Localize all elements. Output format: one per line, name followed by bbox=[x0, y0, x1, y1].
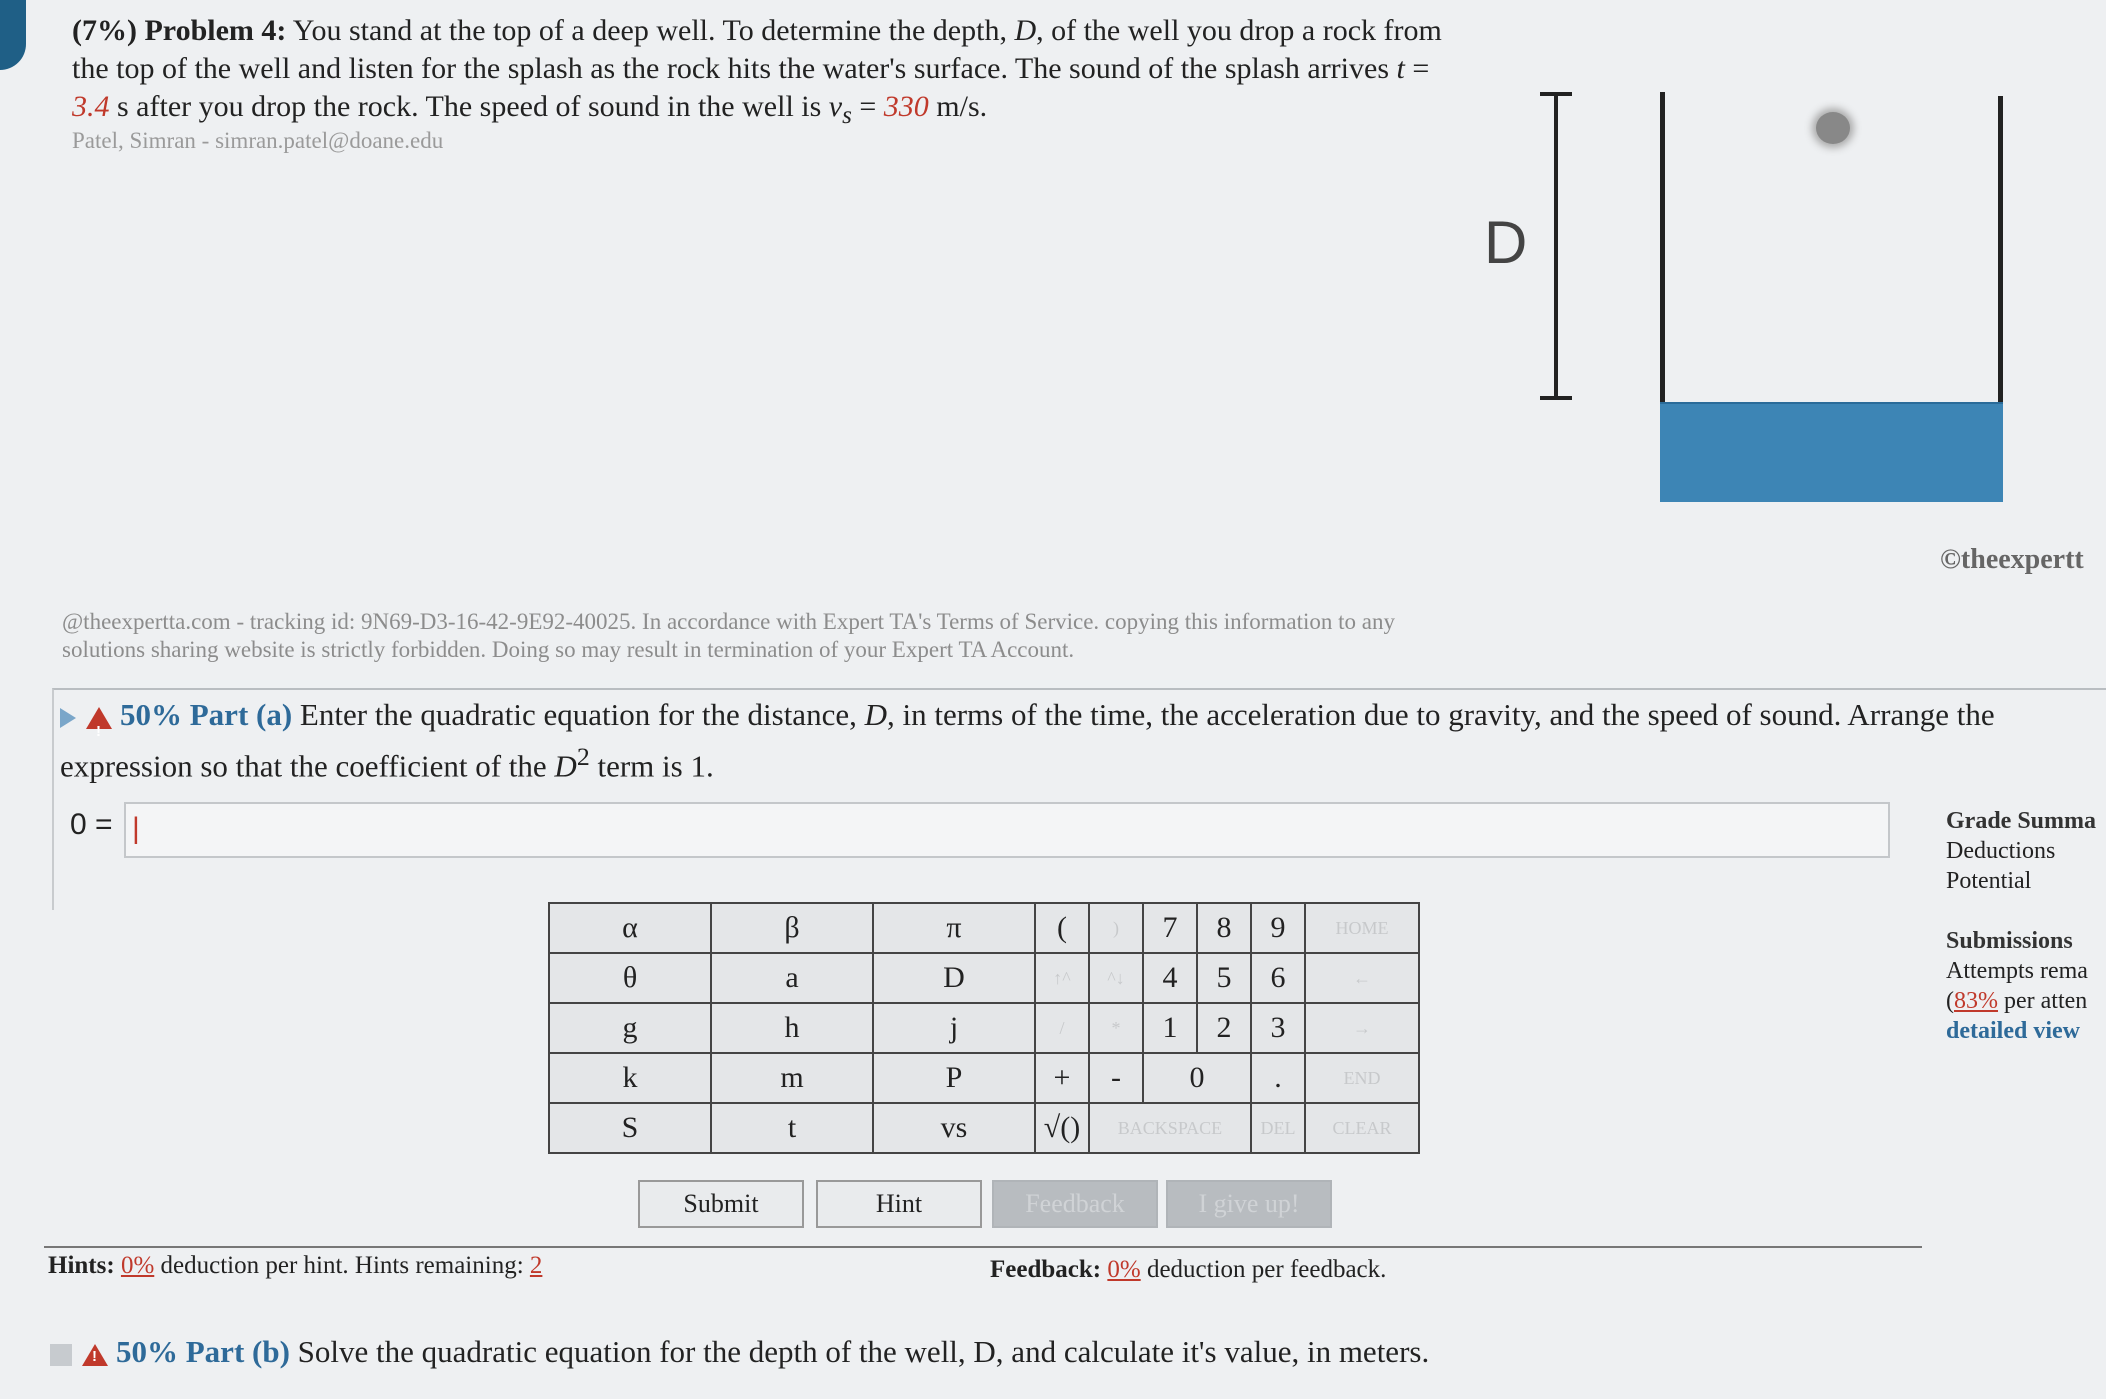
key-0[interactable]: 0 bbox=[1144, 1054, 1250, 1102]
expand-triangle-icon[interactable] bbox=[60, 708, 76, 728]
key-right-arrow[interactable]: → bbox=[1306, 1004, 1418, 1052]
per-attempt-pct: 83% bbox=[1954, 988, 1998, 1014]
potential-label: Potential bbox=[1946, 868, 2032, 894]
var-d: D bbox=[1014, 14, 1037, 47]
key-decimal[interactable]: . bbox=[1252, 1054, 1304, 1102]
key-5[interactable]: 5 bbox=[1198, 954, 1250, 1002]
depth-bar bbox=[1554, 94, 1558, 398]
problem-label: Problem 4: bbox=[144, 14, 287, 47]
key-alpha[interactable]: α bbox=[550, 904, 710, 952]
key-pi[interactable]: π bbox=[874, 904, 1034, 952]
tracking-notice: @theexpertta.com - tracking id: 9N69-D3-16-42-9E92-40025. In accordance with Expert TA's Terms of Service. copying this information to any solutions sharing website is strictly forbidden. Doing so may result in termination of your Expert TA Account. bbox=[62, 609, 1395, 662]
number-keypad bbox=[1034, 902, 1420, 1154]
key-open-paren[interactable]: ( bbox=[1036, 904, 1088, 952]
key-minus[interactable]: - bbox=[1090, 1054, 1142, 1102]
per-attempt-line: (83% per atten bbox=[1946, 988, 2088, 1014]
key-j[interactable]: j bbox=[874, 1004, 1034, 1052]
vs-value: 330 bbox=[883, 90, 929, 123]
answer-input[interactable]: | bbox=[124, 802, 1890, 858]
problem-text: s after you drop the rock. The speed of sound in the well is bbox=[109, 90, 829, 123]
problem-weight: (7%) bbox=[72, 14, 137, 47]
key-vs[interactable]: vs bbox=[874, 1104, 1034, 1152]
key-left-arrow[interactable]: ← bbox=[1306, 954, 1418, 1002]
warning-icon: ! bbox=[86, 707, 112, 729]
problem-text: You stand at the top of a deep well. To determine the depth, bbox=[292, 14, 1015, 47]
key-4[interactable]: 4 bbox=[1144, 954, 1196, 1002]
key-t[interactable]: t bbox=[712, 1104, 872, 1152]
hints-remaining: 2 bbox=[529, 1252, 543, 1279]
key-h[interactable]: h bbox=[712, 1004, 872, 1052]
key-del[interactable]: DEL bbox=[1252, 1104, 1304, 1152]
per-attempt-text: per atten bbox=[1998, 988, 2088, 1014]
hints-text: deduction per hint. Hints remaining: bbox=[154, 1252, 530, 1279]
grade-summary bbox=[1946, 806, 2096, 1046]
problem-statement bbox=[72, 12, 1462, 135]
t-value: 3.4 bbox=[72, 90, 110, 123]
well-water bbox=[1660, 402, 2003, 502]
key-plus[interactable]: + bbox=[1036, 1054, 1088, 1102]
key-beta[interactable]: β bbox=[712, 904, 872, 952]
rock-icon bbox=[1816, 112, 1850, 144]
submit-button[interactable]: Submit bbox=[638, 1180, 804, 1228]
grade-title: Grade Summa bbox=[1946, 808, 2096, 834]
key-end[interactable]: END bbox=[1306, 1054, 1418, 1102]
hints-label: Hints: bbox=[48, 1252, 115, 1279]
hints-info bbox=[48, 1252, 542, 1280]
key-2[interactable]: 2 bbox=[1198, 1004, 1250, 1052]
part-a-title: 50% Part (a) bbox=[120, 697, 293, 732]
depth-bar-cap-bottom bbox=[1540, 396, 1572, 400]
equals: = bbox=[851, 90, 884, 123]
key-close-paren[interactable]: ) bbox=[1090, 904, 1142, 952]
key-9[interactable]: 9 bbox=[1252, 904, 1304, 952]
key-k[interactable]: k bbox=[550, 1054, 710, 1102]
key-p[interactable]: P bbox=[874, 1054, 1034, 1102]
feedback-info bbox=[990, 1256, 1386, 1284]
equation-label: 0 = bbox=[70, 808, 113, 841]
key-divide[interactable]: / bbox=[1036, 1004, 1088, 1052]
give-up-button[interactable]: I give up! bbox=[1166, 1180, 1332, 1228]
problem-text: , of the well you drop a rock from the top of the well and listen for the splash as the rock hits the water's surface. The sound of the splash arrives bbox=[72, 14, 1442, 85]
key-d[interactable]: D bbox=[874, 954, 1034, 1002]
detailed-view-link[interactable]: detailed view bbox=[1946, 1018, 2080, 1044]
deductions-label: Deductions bbox=[1946, 838, 2056, 864]
var-t: t bbox=[1396, 52, 1405, 85]
part-a-text: term is 1. bbox=[589, 748, 714, 784]
part-b-text: Solve the quadratic equation for the depth of the well, D, and calculate it's value, in meters. bbox=[289, 1334, 1430, 1369]
feedback-text: deduction per feedback. bbox=[1140, 1256, 1387, 1283]
key-backspace[interactable]: BACKSPACE bbox=[1090, 1104, 1250, 1152]
part-a-sq-exp: 2 bbox=[576, 742, 590, 771]
equals: = bbox=[1404, 52, 1430, 85]
key-superscript-up[interactable]: ↑^ bbox=[1036, 954, 1088, 1002]
key-m[interactable]: m bbox=[712, 1054, 872, 1102]
feedback-pct: 0% bbox=[1107, 1256, 1141, 1283]
corner-tab bbox=[0, 0, 26, 70]
warning-icon: ! bbox=[82, 1344, 108, 1366]
attempts-label: Attempts rema bbox=[1946, 958, 2088, 984]
variable-keypad bbox=[548, 902, 1036, 1154]
problem-text: m/s. bbox=[928, 90, 988, 123]
key-a[interactable]: a bbox=[712, 954, 872, 1002]
key-theta[interactable]: θ bbox=[550, 954, 710, 1002]
key-multiply[interactable]: * bbox=[1090, 1004, 1142, 1052]
diagram-copyright: ©theexpertt bbox=[1940, 544, 2084, 575]
author-line: Patel, Simran - simran.patel@doane.edu bbox=[72, 128, 444, 153]
part-a-var: D bbox=[864, 697, 887, 732]
key-sqrt[interactable]: √() bbox=[1036, 1104, 1088, 1152]
part-a-sq-var: D bbox=[554, 748, 577, 784]
part-a-text: Enter the quadratic equation for the distance, bbox=[292, 697, 865, 732]
part-a-prompt bbox=[60, 694, 2100, 787]
key-home[interactable]: HOME bbox=[1306, 904, 1418, 952]
part-b-title: 50% Part (b) bbox=[116, 1334, 290, 1369]
key-s[interactable]: S bbox=[550, 1104, 710, 1152]
feedback-label: Feedback: bbox=[990, 1256, 1102, 1283]
collapse-icon[interactable] bbox=[50, 1344, 72, 1366]
key-8[interactable]: 8 bbox=[1198, 904, 1250, 952]
hints-pct: 0% bbox=[120, 1252, 155, 1279]
key-clear[interactable]: CLEAR bbox=[1306, 1104, 1418, 1152]
feedback-button[interactable]: Feedback bbox=[992, 1180, 1158, 1228]
depth-bar-cap-top bbox=[1540, 92, 1572, 96]
key-g[interactable]: g bbox=[550, 1004, 710, 1052]
key-6[interactable]: 6 bbox=[1252, 954, 1304, 1002]
key-superscript-down[interactable]: ^↓ bbox=[1090, 954, 1142, 1002]
key-3[interactable]: 3 bbox=[1252, 1004, 1304, 1052]
depth-label: D bbox=[1484, 209, 1528, 276]
part-a-text: , in terms of the time, the acceleration due to gravity, and the speed of sound. Arrange the expression so that the coefficient of the bbox=[60, 697, 1995, 784]
var-vs: v bbox=[828, 90, 843, 123]
part-b-prompt[interactable] bbox=[50, 1334, 1429, 1370]
key-7[interactable]: 7 bbox=[1144, 904, 1196, 952]
var-vs-sub: s bbox=[842, 102, 852, 129]
submissions-label: Submissions bbox=[1946, 928, 2073, 954]
hint-button[interactable]: Hint bbox=[816, 1180, 982, 1228]
key-1[interactable]: 1 bbox=[1144, 1004, 1196, 1052]
